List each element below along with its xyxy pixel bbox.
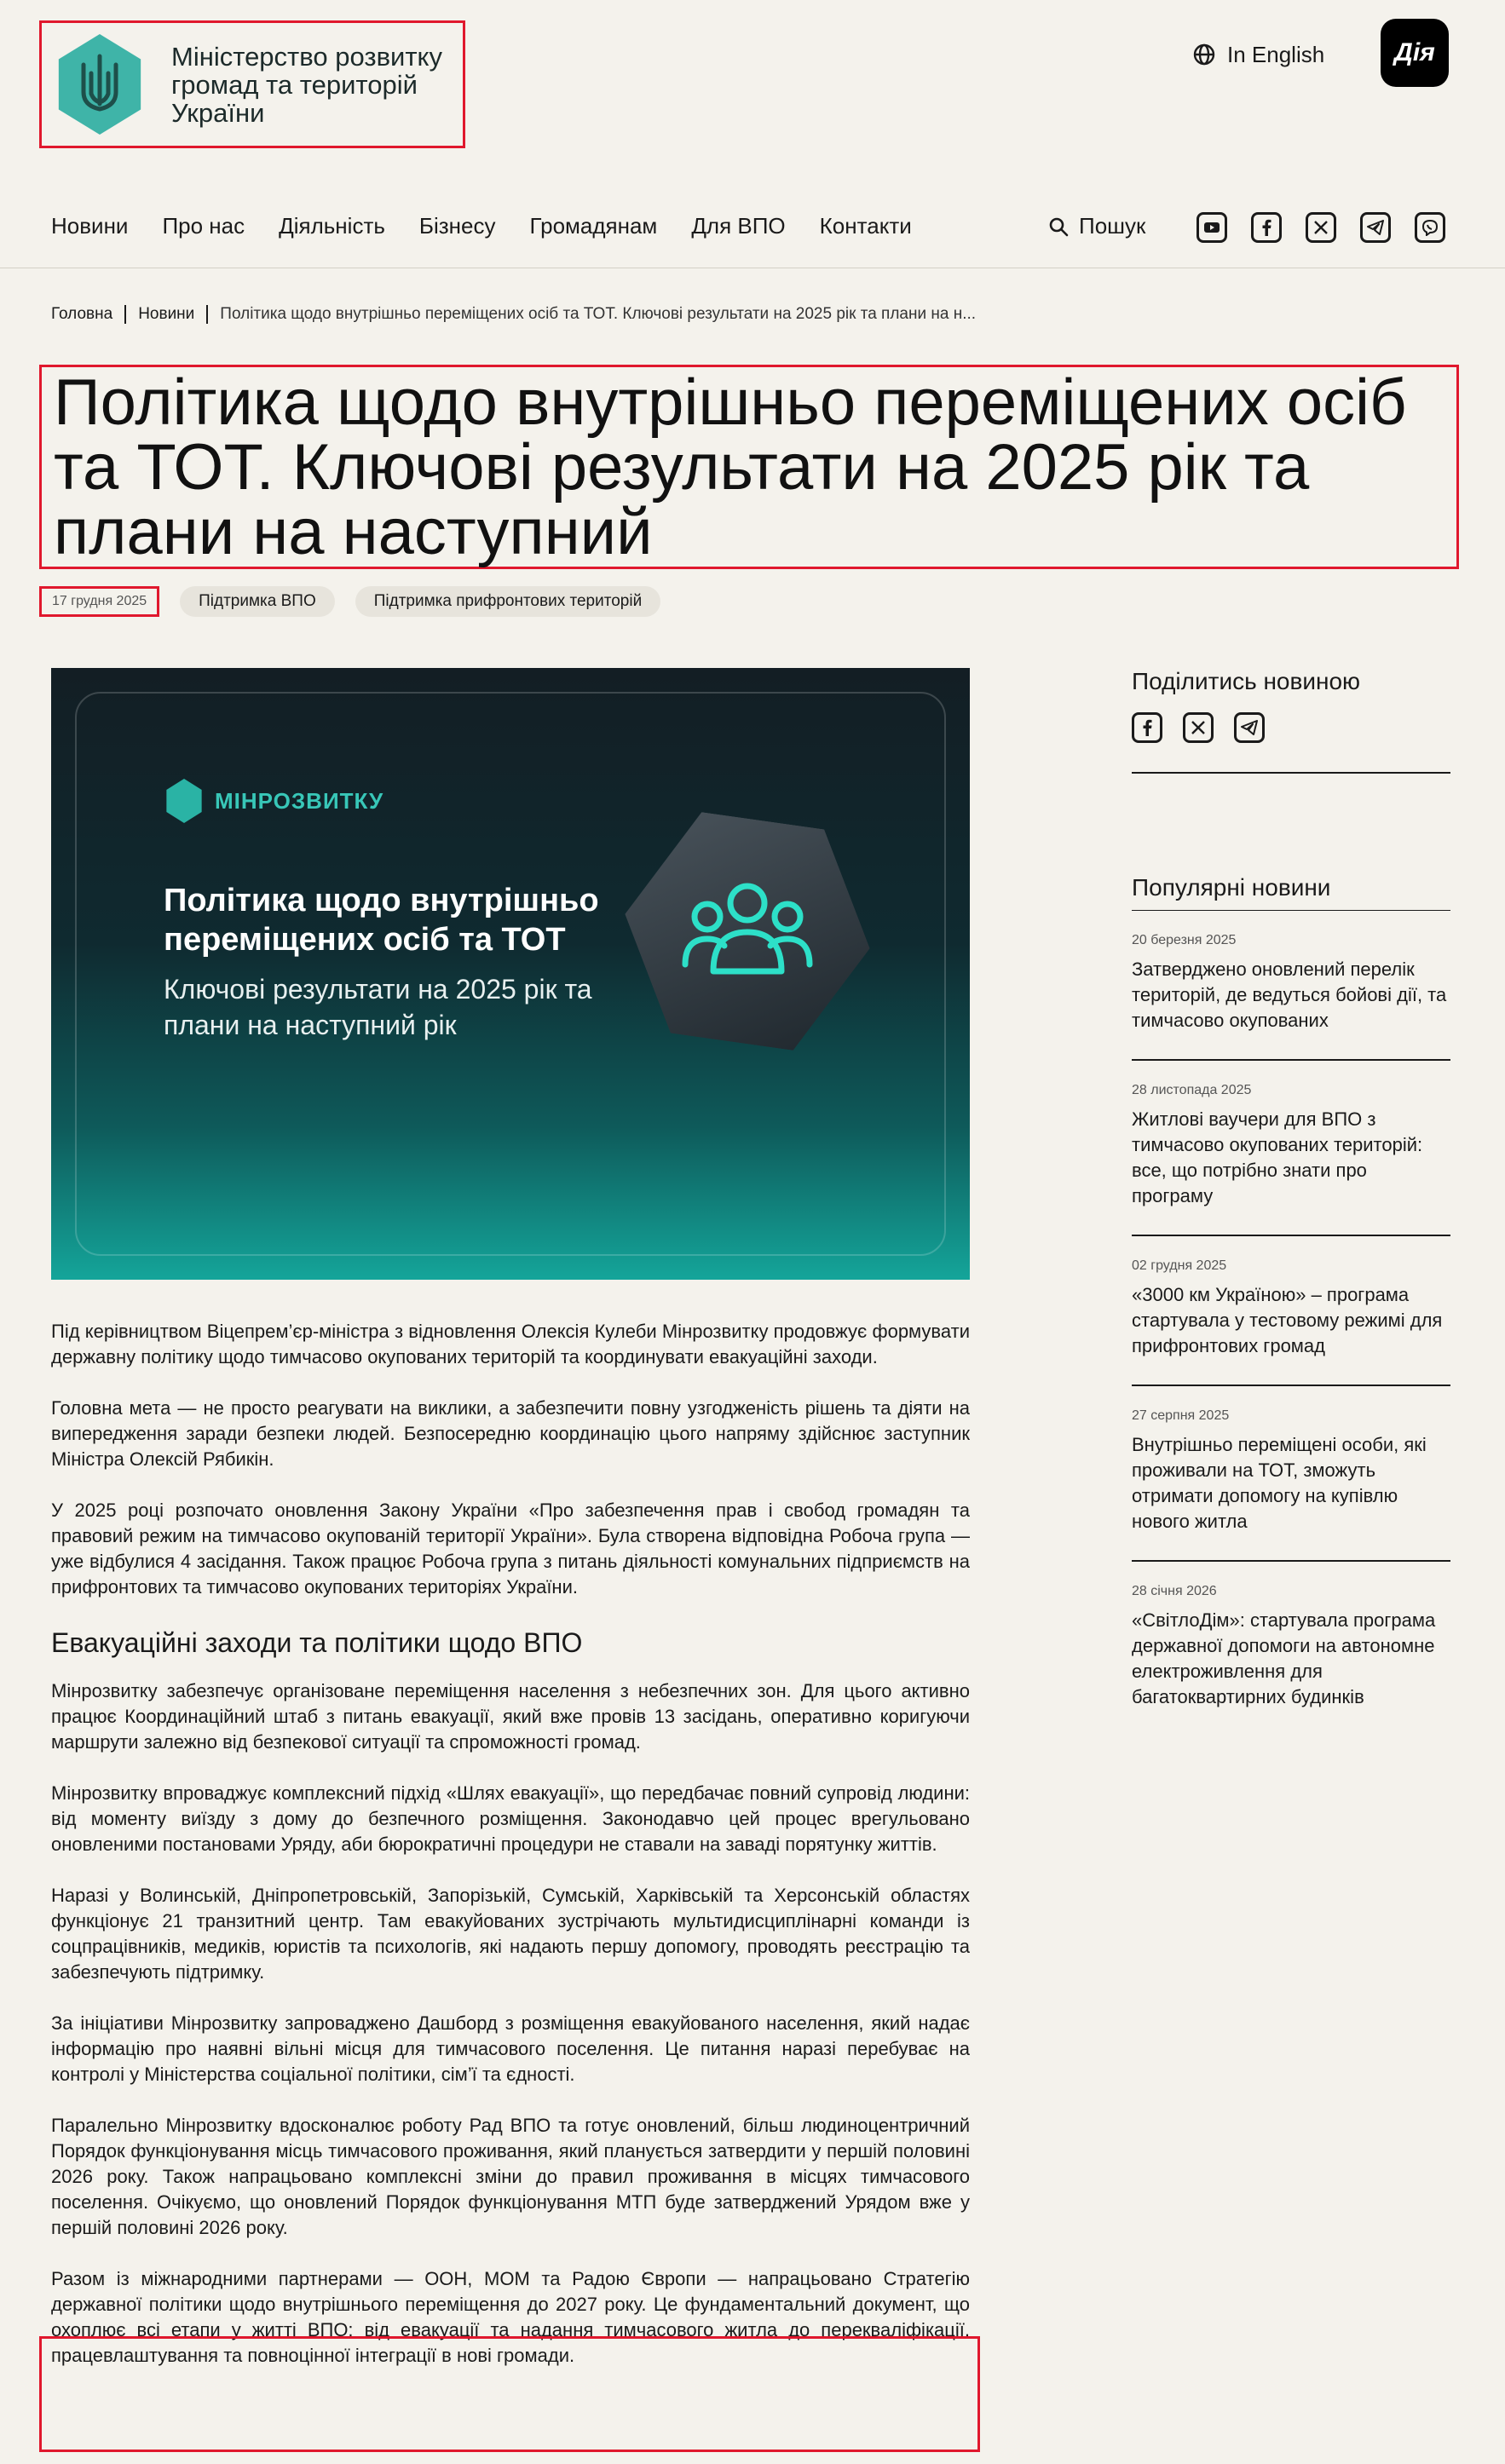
popular-news-item[interactable] [1132, 1061, 1450, 1236]
ministry-name-line2: громад та територій [171, 69, 418, 100]
article-paragraph: Головна мета — не просто реагувати на виклики, а забезпечити повну узгодженість рішень та діяти на випередження заради безпеки людей. Безпосередню координацію цього напряму здійснює заступник Міністра Олексій Рябикін. [51, 1397, 970, 1470]
breadcrumb-current: Політика щодо внутрішньо переміщених осіб та ТОТ. Ключові результати на 2025 рік та плани на н... [220, 305, 977, 323]
article-date: 17 грудня 2025 [39, 586, 159, 617]
popular-title: Популярні новини [1132, 874, 1331, 901]
ministry-name-line3: України [171, 97, 265, 128]
article-paragraph: За ініціативи Мінрозвитку запроваджено Дашборд з розміщення евакуйованого населення, який надає інформацію про наявні вільні місця для тимчасового поселення. Це питання наразі перебуває на контролі у Міністерства соціальної політики, сім’ї та єдності. [51, 2012, 970, 2085]
article-paragraph: Мінрозвитку впроваджує комплексний підхід «Шлях евакуації», що передбачає повний супровід людини: від моменту виїзду з дому до безпечного розміщення. Законодавчо цей процес врегульовано оновленими постановами Уряду, аби бюрократичні процедури не ставали на заваді порятунку життів. [51, 1782, 970, 1855]
popular-news-date: 02 грудня 2025 [1132, 1258, 1227, 1273]
x-icon[interactable] [1306, 212, 1336, 243]
popular-news-date: 28 листопада 2025 [1132, 1083, 1252, 1097]
article-paragraph: Під керівництвом Віцепрем’єр-міністра з відновлення Олексія Кулеби Мінрозвитку продовжує формувати державну політику щодо тимчасово окупованих територій та координувати евакуаційні заходи. [51, 1321, 970, 1367]
popular-news-date: 20 березня 2025 [1132, 933, 1237, 947]
page-title: Політика щодо внутрішньо переміщених осіб та ТОТ. Ключові результати на 2025 рік та плани на наступний [54, 366, 1407, 568]
share-buttons [1132, 712, 1450, 743]
social-links [1197, 212, 1469, 243]
sidebar [1132, 668, 1450, 1736]
site-header [0, 0, 1505, 269]
breadcrumb [51, 305, 976, 324]
hero-subheading: Ключові результати на 2025 рік та плани на наступний рік [164, 974, 592, 1040]
nav-item-business[interactable]: Бізнесу [418, 213, 496, 239]
telegram-icon[interactable] [1360, 212, 1391, 243]
language-label: In English [1227, 41, 1325, 67]
popular-news-item[interactable] [1132, 1562, 1450, 1736]
popular-news-title[interactable]: Житлові ваучери для ВПО з тимчасово окупованих територій: все, що потрібно знати про програму [1132, 1108, 1423, 1206]
search-icon [1048, 216, 1069, 237]
article-paragraph-highlighted: Разом із міжнародними партнерами — ООН, МОМ та Радою Європи — напрацьовано Стратегію державної політики щодо внутрішнього переміщення до 2027 року. Це фундаментальний документ, що охоплює всі етапи у житті ВПО: від евакуації та надання тимчасового житла до перекваліфікації, працевлаштування та повноцінної інтеграції в нові громади. [51, 2268, 970, 2366]
language-switch[interactable] [1193, 37, 1324, 72]
ministry-mini-logo-icon [164, 779, 205, 823]
tag-idp-support[interactable]: Підтримка ВПО [180, 586, 335, 617]
article-paragraph: Наразі у Волинській, Дніпропетровській, Запорізькій, Сумській, Харківській та Херсонській областях функціонує 21 транзитний центр. Там евакуйованих зустрічають мультидисциплінарні команди із соцпрацівників, медиків, юристів та психологів, які надають першу допомогу, проводять реєстрацію та забезпечують підтримку. [51, 1885, 970, 1983]
breadcrumb-separator [124, 305, 126, 324]
search-button[interactable] [1048, 213, 1145, 239]
diia-label: Дія [1394, 38, 1435, 66]
paragraph-highlight-box [39, 2336, 980, 2452]
article-paragraph: У 2025 році розпочато оновлення Закону України «Про забезпечення прав і свобод громадян та правовий режим на тимчасово окупованій території України». Була створена відповідна Робоча група — уже відбулися 4 засідання. Також працює Робоча група з питань діяльності комунальних підприємств на прифронтових та тимчасово окупованих територіях України. [51, 1500, 970, 1598]
nav-item-news[interactable]: Новини [51, 213, 129, 239]
share-telegram-icon[interactable] [1234, 712, 1265, 743]
popular-news-item[interactable] [1132, 1236, 1450, 1386]
hero-heading: Політика щодо внутрішньо переміщених осіб та ТОТ [164, 883, 599, 958]
popular-news-date: 28 січня 2026 [1132, 1584, 1217, 1598]
popular-news-title[interactable]: Внутрішньо переміщені особи, які проживали на ТОТ, зможуть отримати допомогу на купівлю нового житла [1132, 1434, 1427, 1532]
globe-icon [1193, 43, 1215, 66]
popular-news-date: 27 серпня 2025 [1132, 1408, 1230, 1423]
article-paragraph: Паралельно Мінрозвитку вдосконалює роботу Рад ВПО та готує оновлений, більш людиноцентричний Порядок функціонування місць тимчасового проживання, який планується затвердити у першій половині 2026 року. Також напрацьовано комплексні зміни до правил проживання в місцях тимчасового поселення. Очікуємо, що оновлений Порядок функціонування МТП буде затверджений Урядом вже у першій половині 2026 року. [51, 2115, 970, 2238]
nav-item-citizens[interactable]: Громадянам [529, 213, 658, 239]
ministry-name [171, 43, 442, 127]
share-x-icon[interactable] [1183, 712, 1214, 743]
article-title-highlight [39, 365, 1459, 569]
nav-item-idp[interactable]: Для ВПО [691, 213, 786, 239]
popular-news-item[interactable] [1132, 1386, 1450, 1562]
viber-icon[interactable] [1415, 212, 1445, 243]
nav-item-contacts[interactable]: Контакти [819, 213, 912, 239]
main-nav [51, 213, 946, 239]
breadcrumb-home[interactable]: Головна [51, 305, 113, 323]
article-body [51, 1319, 970, 2394]
section-heading: Евакуаційні заходи та політики щодо ВПО [51, 1627, 583, 1658]
share-title: Поділитись новиною [1132, 668, 1361, 694]
ministry-name-line1: Міністерство розвитку [171, 41, 442, 72]
ministry-logo-link[interactable] [39, 20, 465, 148]
nav-item-activity[interactable]: Діяльність [279, 213, 385, 239]
trident-emblem-icon [52, 34, 147, 135]
sidebar-divider [1132, 772, 1450, 774]
search-label: Пошук [1079, 213, 1146, 239]
breadcrumb-news[interactable]: Новини [138, 305, 195, 323]
facebook-icon[interactable] [1251, 212, 1282, 243]
diia-button[interactable] [1381, 19, 1449, 87]
popular-news-item[interactable] [1132, 911, 1450, 1061]
article-hero-image [51, 668, 970, 1280]
article-paragraph: Мінрозвитку забезпечує організоване переміщення населення з небезпечних зон. Для цього активно працює Координаційний штаб з питань евакуації, який вже провів 13 засідань, оперативно коригуючи маршрути залежно від безпекової ситуації та спроможності громад. [51, 1680, 970, 1753]
hero-brand [164, 779, 383, 823]
breadcrumb-separator [206, 305, 208, 324]
share-facebook-icon[interactable] [1132, 712, 1162, 743]
nav-item-about[interactable]: Про нас [162, 213, 245, 239]
hero-brand-text: МІНРОЗВИТКУ [215, 787, 384, 814]
popular-news-title[interactable]: «3000 км Україною» – програма стартувала у тестовому режимі для прифронтових громад [1132, 1284, 1443, 1356]
popular-news-title[interactable]: «СвітлоДім»: стартувала програма державної допомоги на автономне електроживлення для багатоквартирних будинків [1132, 1609, 1436, 1707]
tag-frontline-support[interactable]: Підтримка прифронтових територій [355, 586, 660, 617]
popular-news-title[interactable]: Затверджено оновлений перелік територій, де ведуться бойові дії, та тимчасово окупованих [1132, 959, 1447, 1031]
article-meta [39, 586, 660, 617]
youtube-icon[interactable] [1197, 212, 1227, 243]
